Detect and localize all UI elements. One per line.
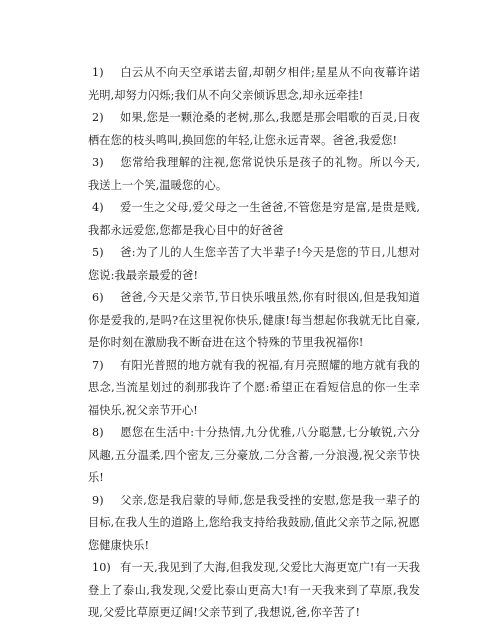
document-body [88,62,420,625]
item-number: 10) [92,561,111,574]
list-item [88,287,420,355]
item-text: 愿您在生活中:十分热情,九分优雅,八分聪慧,七分敏锐,六分风趣,五分温柔,四个密友,三分豪放,二分含蓄,一分浪漫,祝父亲节快乐! [88,426,420,484]
item-text: 有阳光普照的地方就有我的祝福,有月亮照耀的地方就有我的思念,当流星划过的刹那我许了个愿:希望正在看短信息的你一生幸福快乐,祝父亲节开心! [88,358,420,417]
list-item [88,62,420,107]
list-item [88,355,420,423]
item-number: 6) [92,291,104,304]
item-text: 父亲,您是我启蒙的导师,您是我受挫的安慰,您是我一辈子的目标,在我人生的道路上,您给我支持给我鼓励,值此父亲节之际,祝愿您健康快乐! [88,493,420,552]
item-text: 白云从不向天空承诺去留,却朝夕相伴;星星从不向夜幕许诺光明,却努力闪烁;我们从不向父亲倾诉思念,却永远牵挂! [88,66,420,102]
item-number: 9) [92,493,104,507]
item-number: 3) [92,156,104,169]
item-number: 1) [92,66,104,79]
list-item [88,557,420,625]
item-number: 8) [92,426,104,439]
item-number: 5) [92,246,104,259]
item-text: 爱一生之父母,爱父母之一生爸爸,不管您是穷是富,是贵是贱,我都永远爱您,您都是我心目中的好爸爸 [88,201,420,237]
list-item [88,197,420,242]
list-item [88,107,420,152]
item-number: 2) [92,111,104,124]
list-item [88,490,420,558]
item-text: 爸爸,今天是父亲节,节日快乐哦虽然,你有时很凶,但是我知道你是爱我的,是吗?在这里祝你快乐,健康!每当想起你我就无比自豪,是你时刻在激励我不断奋进在这个特殊的节里我祝福你! [88,291,420,349]
item-number: 7) [92,358,104,372]
item-text: 如果,您是一颗沧桑的老树,那么,我愿是那会唱歌的百灵,日夜栖在您的枝头鸣叫,换回您的年轻,让您永远青翠。爸爸,我爱您! [88,111,420,147]
item-text: 爸:为了儿的人生您辛苦了大半辈子!今天是您的节日,儿想对您说:我最亲最爱的爸! [88,246,420,282]
item-text: 有一天,我见到了大海,但我发现,父爱比大海更宽广!有一天我登上了泰山,我发现,父爱比泰山更高大!有一天我来到了草原,我发现,父爱比草原更辽阔!父亲节到了,我想说,爸,你辛苦了! [88,561,420,619]
item-number: 4) [92,201,104,214]
item-text: 您常给我理解的注视,您常说快乐是孩子的礼物。所以今天,我送上一个笑,温暖您的心。 [88,156,420,192]
list-item [88,242,420,287]
list-item [88,422,420,490]
list-item [88,152,420,197]
